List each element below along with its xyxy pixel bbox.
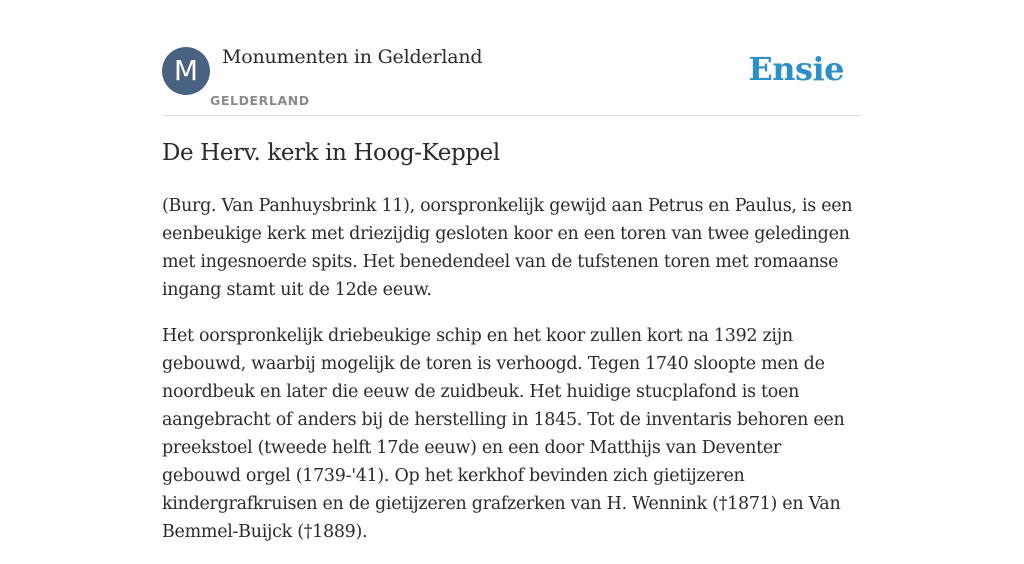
paragraph-2: Het oorspronkelijk driebeukige schip en het koor zullen kort na 1392 zijn gebouwd, waarbij mogelijk de toren is verhoogd. Tegen 1740 sloopte men de noordbeuk en later die eeuw de zuidbeuk. Het huidige stucplafond is toen aangebracht of anders bij de herstelling in 1845. Tot de inventaris behoren een preekstoel (tweede helft 17de eeuw) en een door Matthijs van Deventer gebouwd orgel (1739-'41). Op het kerkhof bevinden zich gietijzeren kindergrafkruisen en de gietijzeren grafzerken van H. Wennink (†1871) en Van Bemmel-Buijck (†1889). <box>162 326 845 542</box>
ensie-logo[interactable]: Ensie <box>748 50 844 88</box>
book-title-link[interactable]: Monumenten in Gelderland <box>222 46 483 68</box>
category-label[interactable]: GELDERLAND <box>210 93 310 108</box>
avatar[interactable]: M <box>162 47 210 95</box>
article-body <box>162 192 862 564</box>
header <box>162 46 862 116</box>
article-title: De Herv. kerk in Hoog-Keppel <box>162 140 500 166</box>
header-divider <box>162 115 862 116</box>
paragraph-1: (Burg. Van Panhuysbrink 11), oorspronkelijk gewijd aan Petrus en Paulus, is een eenbeukige kerk met driezijdig gesloten koor en een toren van twee geledingen met ingesnoerde spits. Het benedendeel van de tufstenen toren met romaanse ingang stamt uit de 12de eeuw. <box>162 196 853 300</box>
